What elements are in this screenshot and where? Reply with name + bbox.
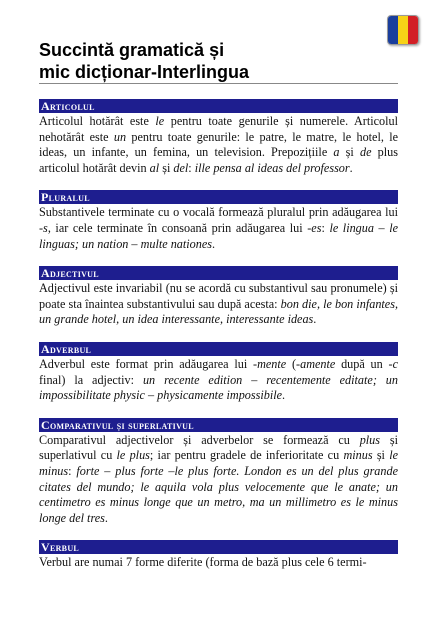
page-title-line-2: mic dicționar-Interlingua (39, 62, 250, 82)
body-text: pentru toate genurile și numerele. Articolul nehotărât este (39, 114, 398, 144)
body-text: și (372, 448, 390, 463)
section-adverbul (39, 342, 398, 404)
section-heading: Pluralul (39, 190, 398, 204)
title-divider (39, 83, 398, 84)
body-text: . (349, 160, 353, 175)
body-text: . (212, 236, 216, 251)
example-text: de (359, 145, 372, 160)
page-title-line-1: Succintă gramatică și (39, 40, 225, 60)
section-body (39, 555, 398, 571)
body-text: și (339, 145, 360, 160)
section-heading: Articolul (39, 99, 398, 113)
example-text: minus (343, 448, 373, 463)
section-body (39, 281, 398, 328)
example-text: un (113, 129, 127, 144)
body-text: : (188, 160, 195, 175)
body-text: ; iar pentru gradele de inferioritate cu (149, 448, 344, 463)
flag-stripe-blue (388, 16, 398, 44)
body-text: Verbul are numai 7 forme diferite (forma de bază plus cele 6 termi- (39, 555, 367, 570)
section-verbul (39, 540, 398, 571)
body-text: . (282, 388, 286, 403)
body-text: final) la adjectiv: (39, 372, 143, 387)
flag-stripe-yellow (398, 16, 408, 44)
section-articolul (39, 99, 398, 176)
body-text: plus articolul hotărât devin (39, 145, 398, 175)
grammar-sections (39, 99, 398, 585)
page-title (39, 39, 339, 83)
example-text: -s (39, 220, 48, 235)
section-body (39, 357, 398, 404)
body-text: pentru toate genurile: le patre, le matre, le hotel, le ideas, un infante, un femina, un television. Prepozițiile (39, 129, 398, 160)
section-heading: Adverbul (39, 342, 398, 356)
example-text: le lingua – le linguas; un nation – multe nationes (39, 220, 398, 251)
example-text: a (333, 145, 340, 160)
example-text: del (173, 160, 189, 175)
section-adjectivul (39, 266, 398, 328)
section-heading: Comparativul și superlativul (39, 418, 398, 432)
body-text: , iar cele terminate în consoană prin adăugarea lui (47, 220, 308, 235)
example-text: -mente (253, 356, 287, 371)
section-body (39, 205, 398, 252)
body-text: și (159, 160, 174, 175)
body-text: Adverbul este format prin adăugarea lui (39, 356, 254, 371)
section-heading: Verbul (39, 540, 398, 554)
section-heading: Adjectivul (39, 266, 398, 280)
example-text: -es (307, 220, 322, 235)
section-pluralul (39, 190, 398, 252)
body-text: ( (286, 356, 297, 371)
body-text: după un (335, 356, 389, 371)
section-body (39, 433, 398, 527)
body-text: și superlativul cu (39, 432, 398, 463)
example-text: le (155, 114, 165, 128)
example-text: ille pensa al ideas del professor (194, 160, 350, 175)
body-text: Articolul hotărât este (39, 114, 156, 128)
example-text: bon die, le bon infantes, un grande hotel, un idea interessante, interessante ideas (39, 296, 398, 327)
example-text: le minus (39, 448, 398, 478)
example-text: plus (359, 432, 381, 447)
example-text: forte – plus forte –le plus forte. London es un del plus grande citates del mundo; le aquila vola plus velocemente que le anate; un centimetro es minus longe que un metro, ma un millimetro es le minus longe del tres (39, 463, 399, 525)
body-text: Comparativul adjectivelor și adverbelor se formează cu (39, 432, 360, 447)
body-text: Substantivele terminate cu o vocală formează pluralul prin adăugarea lui (39, 205, 398, 220)
romanian-flag-icon (387, 15, 419, 45)
body-text: : (321, 220, 330, 235)
body-text: Adjectivul este invariabil (nu se acordă cu substantivul sau pronumele) și poate sta înaintea substantivului sau după acesta: (39, 281, 398, 311)
body-text: . (104, 510, 108, 525)
section-comparativul-și-superlativul (39, 418, 398, 527)
section-body (39, 114, 398, 176)
body-text: . (313, 312, 317, 327)
example-text: un recente edition – recentemente editate; un impossibilitate physic – physicamente impossibile (39, 372, 398, 403)
example-text: -c (388, 356, 398, 371)
example-text: le plus (116, 448, 150, 463)
flag-stripe-red (408, 16, 418, 44)
example-text: al (149, 160, 160, 175)
example-text: -amente (296, 356, 336, 371)
body-text: : (68, 463, 77, 478)
